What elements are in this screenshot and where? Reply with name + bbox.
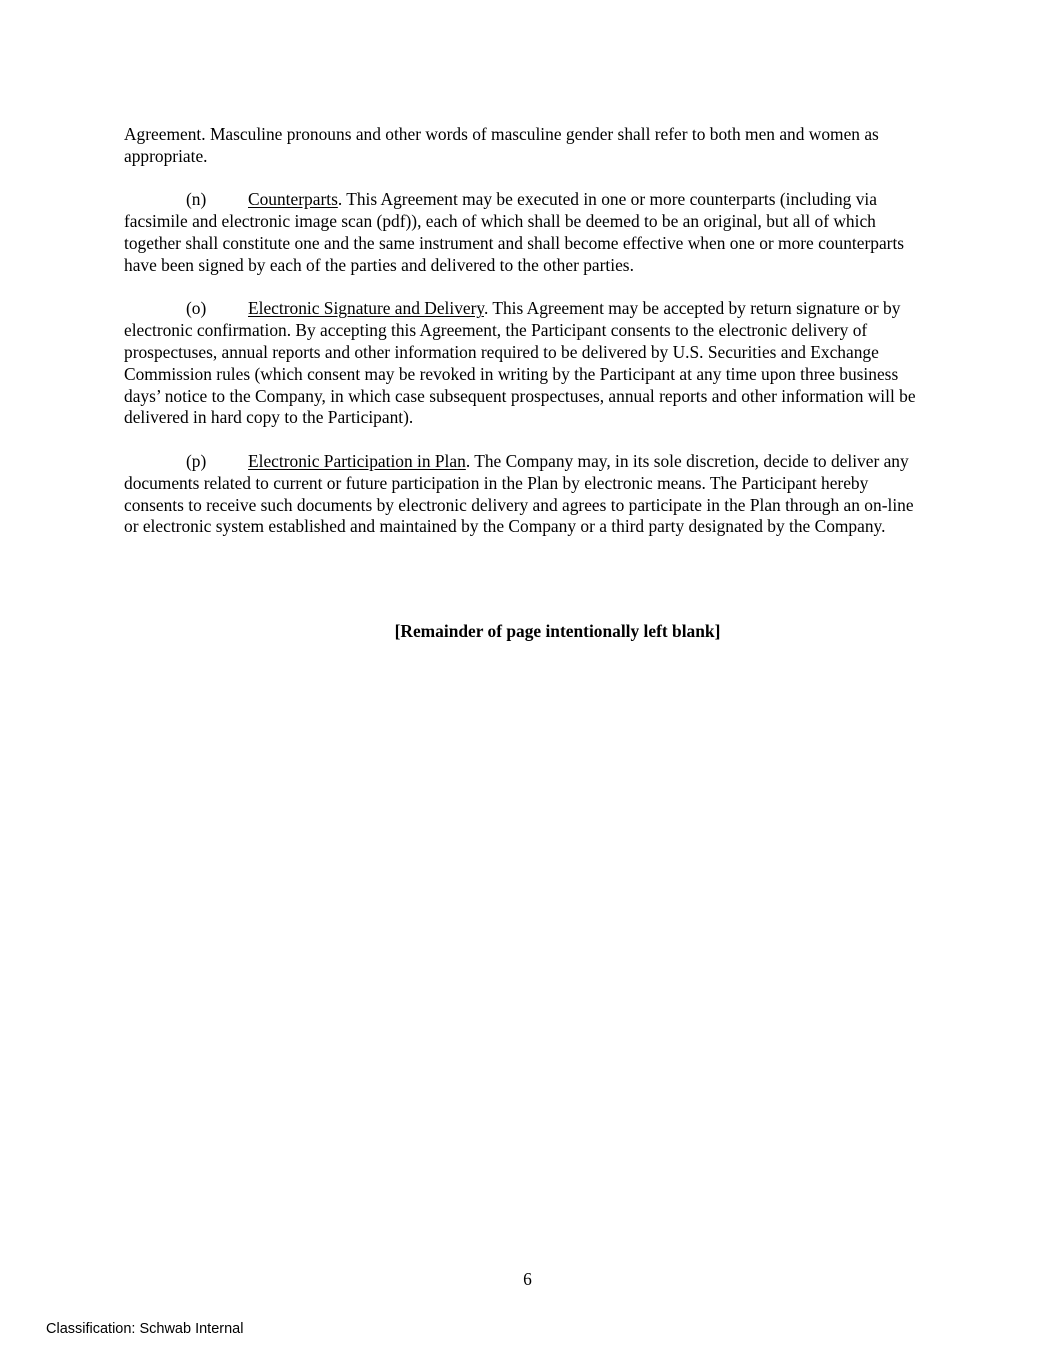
section-number: (n) [186,189,207,210]
page-number: 6 [523,1269,532,1289]
section-text: . The Company may, in its sole discretion, decide to deliver any documents related to current or future participation in the Plan by electronic means. The Participant hereby consents to receive such documents by electronic delivery and agrees to participate in the Plan through an on-line or electronic system established and maintained by the Company or a third party designated by the Company. [124,450,914,537]
section-number: (p) [186,450,207,471]
opening-paragraph: Agreement. Masculine pronouns and other words of masculine gender shall refer to both men and women as appropriate. [124,124,879,166]
section-text: . This Agreement may be accepted by return signature or by electronic confirmation. By accepting this Agreement, the Participant consents to the electronic delivery of prospectuses, annual reports and other information required to be delivered by U.S. Securities and Exchange Commission rules (which consent may be revoked in writing by the Participant at any time upon three business days’ notice to the Company, in which case subsequent prospectuses, annual reports and other information will be delivered in hard copy to the Participant). [124,298,916,428]
remainder-blank-note: [Remainder of page intentionally left blank] [394,621,721,641]
section-number: (o) [186,298,207,319]
section-title: Electronic Signature and Delivery [248,298,484,319]
document-body [124,124,930,560]
section-n [124,189,930,276]
section-o [124,298,930,429]
section-p [124,451,930,538]
section-title: Electronic Participation in Plan [248,450,466,471]
classification-footer: Classification: Schwab Internal [46,1321,244,1337]
section-text: . This Agreement may be executed in one or more counterparts (including via facsimile and electronic image scan (pdf)), each of which shall be deemed to be an original, but all of which together shall constitute one and the same instrument and shall become effective when one or more counterparts have been signed by each of the parties and delivered to the other parties. [124,189,905,275]
section-title: Counterparts [248,189,338,210]
